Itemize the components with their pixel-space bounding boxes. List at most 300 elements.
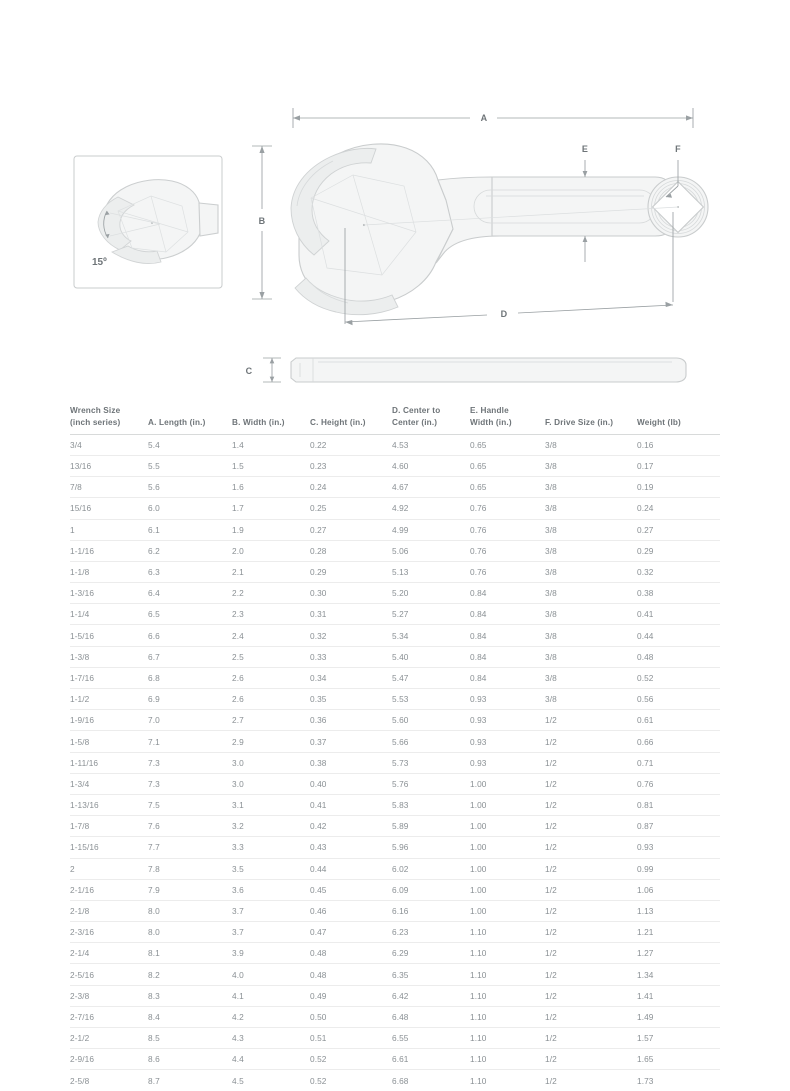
cell-drive-size: 1/2 [545,943,637,964]
column-header-width [232,405,310,434]
table-row [70,879,720,900]
cell-weight: 1.13 [637,900,720,921]
cell-handle-width: 0.65 [470,477,545,498]
cell-height: 0.49 [310,985,392,1006]
cell-height: 0.46 [310,900,392,921]
cell-height: 0.32 [310,625,392,646]
cell-handle-width: 0.76 [470,561,545,582]
table-row [70,519,720,540]
cell-wrench-size: 2-3/16 [70,922,148,943]
cell-center-to-center: 5.73 [392,752,470,773]
cell-handle-width: 0.84 [470,667,545,688]
cell-weight: 0.81 [637,794,720,815]
cell-wrench-size: 1-1/8 [70,561,148,582]
cell-height: 0.29 [310,561,392,582]
cell-length: 7.7 [148,837,232,858]
wrench-diagram [0,0,790,400]
cell-width: 2.5 [232,646,310,667]
cell-weight: 0.87 [637,816,720,837]
table-row [70,455,720,476]
cell-length: 8.0 [148,900,232,921]
cell-height: 0.36 [310,710,392,731]
cell-width: 1.4 [232,434,310,455]
cell-handle-width: 0.65 [470,434,545,455]
table-row [70,583,720,604]
cell-drive-size: 3/8 [545,498,637,519]
cell-wrench-size: 7/8 [70,477,148,498]
cell-center-to-center: 5.13 [392,561,470,582]
cell-length: 8.7 [148,1075,160,1086]
cell-center-to-center: 5.27 [392,604,470,625]
cell-wrench-size: 2-1/2 [70,1028,148,1049]
cell-width: 1.5 [232,455,310,476]
cell-center-to-center: 6.35 [392,964,470,985]
cell-wrench-size: 1-9/16 [70,710,148,731]
cell-width: 3.0 [232,773,310,794]
header-line-2: F. Drive Size (in.) [545,417,614,427]
header-line-1: E. Handle [470,406,509,415]
cell-length: 6.3 [148,561,232,582]
column-header-weight [637,405,720,434]
cell-handle-width: 0.76 [470,498,545,519]
cell-center-to-center: 4.53 [392,434,470,455]
cell-length: 5.5 [148,455,232,476]
cell-wrench-size: 1-1/2 [70,689,148,710]
cell-drive-size: 1/2 [545,710,637,731]
wrench-edge-view [291,358,686,382]
cell-weight: 0.27 [637,519,720,540]
table-row [70,540,720,561]
cell-length: 7.0 [148,710,232,731]
cell-drive-size: 3/8 [545,540,637,561]
cell-weight: 0.99 [637,858,720,879]
cell-length: 5.4 [148,434,232,455]
cell-wrench-size: 1-5/8 [70,731,148,752]
cell-handle-width: 0.93 [470,689,545,710]
cell-handle-width: 1.00 [470,858,545,879]
cell-width: 3.7 [232,900,310,921]
cell-center-to-center: 5.47 [392,667,470,688]
cell-height: 0.40 [310,773,392,794]
wrench-diagram-svg [0,0,790,400]
column-header-handle-width [470,405,545,434]
cell-wrench-size: 1-3/4 [70,773,148,794]
cell-width: 3.2 [232,816,310,837]
cell-weight: 0.19 [637,477,720,498]
cell-wrench-size: 2-1/4 [70,943,148,964]
cell-wrench-size: 1-11/16 [70,752,148,773]
table-row [70,604,720,625]
cell-wrench-size: 1-15/16 [70,837,148,858]
cell-drive-size: 3/8 [545,689,637,710]
cell-center-to-center: 5.66 [392,731,470,752]
cell-length: 8.2 [148,964,232,985]
table-row [70,922,720,943]
cell-length: 6.7 [148,646,232,667]
cell-wrench-size: 2-1/16 [70,879,148,900]
cell-weight: 1.34 [637,964,720,985]
cell-center-to-center: 5.96 [392,837,470,858]
table-row [70,646,720,667]
cell-weight: 0.41 [637,604,720,625]
cell-drive-size: 3/8 [545,477,637,498]
cell-center-to-center: 5.06 [392,540,470,561]
cell-handle-width: 0.93 [470,752,545,773]
specification-table [70,405,720,1091]
cell-center-to-center: 5.34 [392,625,470,646]
cell-weight: 1.73 [637,1075,654,1086]
table-row [70,1049,720,1070]
cell-center-to-center: 5.76 [392,773,470,794]
cell-width: 4.1 [232,985,310,1006]
cell-drive-size: 1/2 [545,752,637,773]
cell-wrench-size: 1-3/16 [70,583,148,604]
cell-center-to-center: 6.68 [392,1075,409,1086]
cell-weight: 1.21 [637,922,720,943]
cell-wrench-size: 13/16 [70,455,148,476]
table-row [70,900,720,921]
cell-weight: 0.76 [637,773,720,794]
cell-wrench-size: 3/4 [70,434,148,455]
cell-height: 0.22 [310,434,392,455]
cell-weight: 1.27 [637,943,720,964]
cell-center-to-center: 6.23 [392,922,470,943]
cell-width: 4.2 [232,1006,310,1027]
cell-center-to-center: 5.60 [392,710,470,731]
cell-wrench-size: 1-7/8 [70,816,148,837]
cell-wrench-size: 1-13/16 [70,794,148,815]
cell-width: 4.3 [232,1028,310,1049]
cell-length: 8.5 [148,1028,232,1049]
cell-height: 0.42 [310,816,392,837]
cell-height: 0.51 [310,1028,392,1049]
cell-weight: 0.38 [637,583,720,604]
cell-height: 0.27 [310,519,392,540]
cell-wrench-size: 1-5/16 [70,625,148,646]
cell-height: 0.24 [310,477,392,498]
cell-width: 3.3 [232,837,310,858]
cell-drive-size: 3/8 [545,455,637,476]
cell-handle-width: 1.10 [470,1028,545,1049]
cell-width: 2.2 [232,583,310,604]
cell-width: 3.6 [232,879,310,900]
cell-height: 0.25 [310,498,392,519]
specification-table-container [70,405,720,1091]
header-line-2: A. Length (in.) [148,417,206,427]
cell-drive-size: 1/2 [545,837,637,858]
cell-wrench-size: 1-7/16 [70,667,148,688]
cell-drive-size: 1/2 [545,985,637,1006]
cell-drive-size: 1/2 [545,964,637,985]
cell-length: 8.4 [148,1006,232,1027]
cell-width: 3.1 [232,794,310,815]
cell-center-to-center: 6.29 [392,943,470,964]
dimension-a-label: A [480,113,488,123]
cell-wrench-size: 2-5/16 [70,964,148,985]
cell-handle-width: 0.76 [470,519,545,540]
cell-weight: 0.29 [637,540,720,561]
cell-handle-width: 1.10 [470,1006,545,1027]
cell-drive-size: 1/2 [545,816,637,837]
cell-weight: 0.56 [637,689,720,710]
cell-weight: 0.24 [637,498,720,519]
table-row [70,752,720,773]
dimension-b [252,146,272,299]
cell-drive-size: 1/2 [545,900,637,921]
cell-width: 2.1 [232,561,310,582]
cell-center-to-center: 5.40 [392,646,470,667]
table-header [70,405,720,434]
header-line-2: Center (in.) [392,417,438,427]
cell-weight: 0.17 [637,455,720,476]
cell-wrench-size: 15/16 [70,498,148,519]
table-row [70,731,720,752]
cell-handle-width: 1.00 [470,773,545,794]
cell-drive-size: 1/2 [545,1049,637,1070]
cell-handle-width: 0.93 [470,731,545,752]
cell-wrench-size: 1-1/4 [70,604,148,625]
dimension-f-label: F [675,144,681,154]
cell-center-to-center: 6.02 [392,858,470,879]
cell-drive-size: 3/8 [545,646,637,667]
cell-height: 0.35 [310,689,392,710]
cell-wrench-size: 1 [70,519,148,540]
cell-handle-width: 0.84 [470,583,545,604]
cell-wrench-size: 2-7/16 [70,1006,148,1027]
cell-length: 6.6 [148,625,232,646]
cell-center-to-center: 5.20 [392,583,470,604]
cell-width: 3.5 [232,858,310,879]
dimension-c [246,358,281,382]
cell-weight: 0.48 [637,646,720,667]
cell-width: 2.6 [232,667,310,688]
cell-drive-size: 1/2 [545,1028,637,1049]
cell-drive-size: 1/2 [545,1075,557,1086]
cell-center-to-center: 5.89 [392,816,470,837]
cell-weight: 1.49 [637,1006,720,1027]
table-row [70,477,720,498]
table-header-row [70,405,720,434]
table-row [70,710,720,731]
cell-drive-size: 1/2 [545,794,637,815]
cell-wrench-size: 2 [70,858,148,879]
cell-height: 0.52 [310,1049,392,1070]
column-header-height [310,405,392,434]
cell-center-to-center: 4.67 [392,477,470,498]
table-row [70,858,720,879]
cell-height: 0.48 [310,943,392,964]
cell-weight: 0.93 [637,837,720,858]
cell-drive-size: 3/8 [545,625,637,646]
cell-height: 0.31 [310,604,392,625]
cell-center-to-center: 4.92 [392,498,470,519]
cell-drive-size: 1/2 [545,922,637,943]
table-row [70,837,720,858]
cell-wrench-size: 2-3/8 [70,985,148,1006]
table-row [70,689,720,710]
cell-height: 0.48 [310,964,392,985]
cell-length: 7.5 [148,794,232,815]
cell-drive-size: 1/2 [545,731,637,752]
column-header-wrench-size [70,405,148,434]
cell-height: 0.30 [310,583,392,604]
cell-weight: 0.44 [637,625,720,646]
cell-center-to-center: 6.61 [392,1049,470,1070]
cell-weight: 0.66 [637,731,720,752]
cell-width: 3.7 [232,922,310,943]
cell-length: 7.9 [148,879,232,900]
cell-height: 0.38 [310,752,392,773]
cell-drive-size: 3/8 [545,519,637,540]
header-line-2: Width (in.) [470,417,512,427]
cell-height: 0.41 [310,794,392,815]
dimension-a [293,108,693,128]
cell-handle-width: 0.84 [470,646,545,667]
cell-drive-size: 3/8 [545,604,637,625]
cell-length: 6.0 [148,498,232,519]
cell-drive-size: 3/8 [545,434,637,455]
table-row [70,816,720,837]
wrench-main-view [291,144,708,315]
header-line-1: D. Center to [392,406,441,415]
cell-center-to-center: 6.09 [392,879,470,900]
cell-width: 3.0 [232,752,310,773]
table-row [70,985,720,1006]
dimension-e-label: E [581,144,589,154]
cell-weight: 0.52 [637,667,720,688]
cell-handle-width: 1.00 [470,879,545,900]
cell-length: 8.6 [148,1049,232,1070]
cell-handle-width: 0.76 [470,540,545,561]
cell-handle-width: 0.65 [470,455,545,476]
cell-drive-size: 3/8 [545,583,637,604]
cell-width: 2.4 [232,625,310,646]
cell-height: 0.43 [310,837,392,858]
cell-weight: 0.16 [637,434,720,455]
cell-weight: 1.06 [637,879,720,900]
cell-handle-width: 1.00 [470,837,545,858]
cell-height: 0.44 [310,858,392,879]
cell-height: 0.47 [310,922,392,943]
cell-weight: 1.41 [637,985,720,1006]
cell-height: 0.34 [310,667,392,688]
cell-height: 0.28 [310,540,392,561]
cell-handle-width: 0.93 [470,710,545,731]
cell-length: 6.2 [148,540,232,561]
cell-center-to-center: 4.60 [392,455,470,476]
cell-width: 4.4 [232,1049,310,1070]
table-row [70,943,720,964]
cell-drive-size: 3/8 [545,561,637,582]
dimension-b-label: B [258,216,266,226]
table-row [70,964,720,985]
cell-handle-width: 1.00 [470,794,545,815]
cell-width: 2.0 [232,540,310,561]
cell-length: 8.1 [148,943,232,964]
cell-wrench-size: 2-9/16 [70,1049,148,1070]
cell-length: 6.8 [148,667,232,688]
cell-width: 2.3 [232,604,310,625]
cell-length: 5.6 [148,477,232,498]
cell-weight: 1.65 [637,1049,720,1070]
header-line-2: C. Height (in.) [310,417,366,427]
inset-detail-box [74,156,222,288]
header-line-2: (inch series) [70,417,121,427]
cell-width: 1.7 [232,498,310,519]
angle-label: 15º [92,257,107,268]
cell-length: 7.3 [148,773,232,794]
cell-length: 7.8 [148,858,232,879]
dimension-d-label: D [500,309,508,319]
cell-handle-width: 1.00 [470,816,545,837]
cell-center-to-center: 6.42 [392,985,470,1006]
cell-length: 8.3 [148,985,232,1006]
cell-center-to-center: 5.53 [392,689,470,710]
cell-wrench-size: 2-1/8 [70,900,148,921]
dimension-c-label: C [245,366,253,376]
cell-handle-width: 1.10 [470,1049,545,1070]
table-row [70,434,720,455]
cell-weight: 1.57 [637,1028,720,1049]
cell-handle-width: 1.10 [470,922,545,943]
cell-wrench-size: 1-3/8 [70,646,148,667]
table-row [70,1070,720,1091]
cell-drive-size: 1/2 [545,858,637,879]
cell-length: 6.5 [148,604,232,625]
cell-handle-width: 1.10 [470,985,545,1006]
cell-handle-width: 1.10 [470,1075,487,1086]
table-row [70,1006,720,1027]
table-row [70,625,720,646]
cell-height: 0.50 [310,1006,392,1027]
cell-length: 6.4 [148,583,232,604]
header-line-2: Weight (lb) [637,417,681,427]
cell-width: 2.6 [232,689,310,710]
cell-height: 0.45 [310,879,392,900]
cell-handle-width: 0.84 [470,604,545,625]
cell-drive-size: 1/2 [545,879,637,900]
header-line-1: Wrench Size [70,406,121,415]
cell-weight: 0.61 [637,710,720,731]
cell-length: 7.3 [148,752,232,773]
header-line-2: B. Width (in.) [232,417,285,427]
cell-center-to-center: 4.99 [392,519,470,540]
cell-width: 2.7 [232,710,310,731]
cell-handle-width: 1.10 [470,964,545,985]
cell-drive-size: 3/8 [545,667,637,688]
table-row [70,667,720,688]
cell-center-to-center: 6.16 [392,900,470,921]
cell-width: 1.9 [232,519,310,540]
cell-length: 8.0 [148,922,232,943]
cell-height: 0.33 [310,646,392,667]
cell-width: 1.6 [232,477,310,498]
cell-handle-width: 1.00 [470,900,545,921]
cell-width: 2.9 [232,731,310,752]
table-row [70,498,720,519]
cell-length: 6.1 [148,519,232,540]
table-row [70,561,720,582]
cell-length: 7.6 [148,816,232,837]
cell-height: 0.23 [310,455,392,476]
cell-wrench-size: 2-5/8 [70,1075,90,1086]
cell-weight: 0.71 [637,752,720,773]
cell-drive-size: 1/2 [545,1006,637,1027]
cell-center-to-center: 6.48 [392,1006,470,1027]
cell-height: 0.37 [310,731,392,752]
table-row [70,773,720,794]
table-row [70,794,720,815]
